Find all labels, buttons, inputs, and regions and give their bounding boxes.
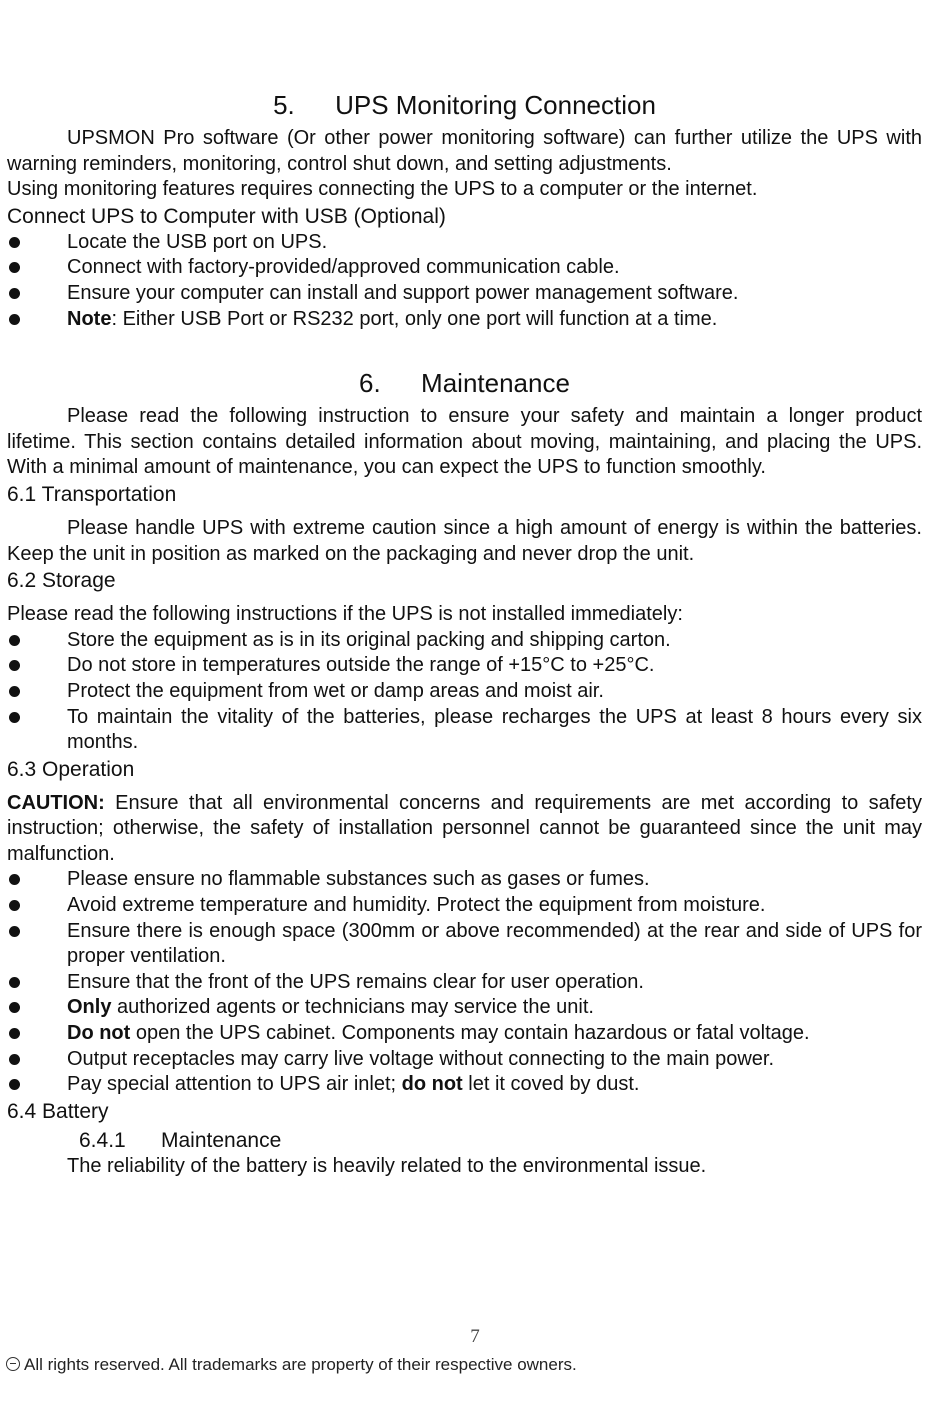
caution-paragraph: CAUTION: Ensure that all environmental concerns and requirements are met according to safety instruction; otherwise, the safety of installation personnel cannot be guaranteed since the unit may malfunction. [7,791,922,865]
bullet-icon [9,1054,20,1065]
list-item: Pay special attention to UPS air inlet; do not let it coved by dust. [7,1072,922,1098]
bullet-icon [9,1002,20,1013]
bullet-icon [9,660,20,671]
bullet-icon [9,237,20,248]
usb-connection-heading: Connect UPS to Computer with USB (Optional) [7,204,446,228]
usb-steps-list [7,230,922,332]
section-5-requirement: Using monitoring features requires connecting the UPS to a computer or the internet. [7,178,758,201]
transportation-heading: 6.1 Transportation [7,482,177,506]
storage-intro: Please read the following instructions if the UPS is not installed immediately: [7,603,683,626]
document-page [7,88,922,1179]
list-item: Locate the USB port on UPS. [7,230,922,256]
section-6-number: 6. [359,368,381,399]
copyright-footer [6,1355,577,1375]
bullet-icon [9,314,20,325]
list-item: Ensure your computer can install and support power management software. [7,281,922,307]
bullet-icon [9,1079,20,1090]
list-item: Do not open the UPS cabinet. Components may contain hazardous or fatal voltage. [7,1021,922,1047]
list-item: Do not store in temperatures outside the range of +15°C to +25°C. [7,653,922,679]
bullet-icon [9,900,20,911]
list-item: Please ensure no flammable substances such as gases or fumes. [7,867,922,893]
note-label: Note [67,307,112,330]
battery-text: The reliability of the battery is heavily related to the environmental issue. [67,1154,707,1177]
list-item: To maintain the vitality of the batteries, please recharges the UPS at least 8 hours every six months. [7,705,922,756]
list-item: Store the equipment as is in its original packing and shipping carton. [7,628,922,654]
transportation-text: Please handle UPS with extreme caution since a high amount of energy is within the batteries. Keep the unit in position as marked on the packaging and never drop the unit. [7,516,922,565]
bullet-icon [9,635,20,646]
bullet-icon [9,926,20,937]
battery-heading: 6.4 Battery [7,1099,109,1123]
section-5-number: 5. [273,90,295,120]
bullet-icon [9,712,20,723]
bullet-icon [9,262,20,273]
list-item: Connect with factory-provided/approved communication cable. [7,255,922,281]
battery-subsection-number: 6.4.1 [79,1128,126,1152]
bullet-icon [9,1028,20,1039]
list-item: Ensure there is enough space (300mm or above recommended) at the rear and side of UPS for proper ventilation. [7,919,922,970]
section-5-title: UPS Monitoring Connection [335,90,656,120]
storage-list [7,628,922,756]
bullet-icon [9,874,20,885]
caution-label: CAUTION: [7,791,105,814]
battery-maintenance-heading [79,1127,922,1154]
operation-heading: 6.3 Operation [7,757,135,781]
bullet-icon [9,686,20,697]
section-6-heading [7,366,922,400]
section-6-title: Maintenance [421,368,570,399]
section-5-intro: UPSMON Pro software (Or other power monitoring software) can further utilize the UPS with warning reminders, monitoring, control shut down, and setting adjustments. [7,127,922,175]
list-item: Avoid extreme temperature and humidity. Protect the equipment from moisture. [7,893,922,919]
copyright-symbol-icon [6,1357,20,1371]
section-6-intro: Please read the following instruction to ensure your safety and maintain a longer product lifetime. This section contains detailed information about moving, maintaining, and placing the UPS. With a minimal amount of maintenance, you can expect the UPS to function smoothly. [7,405,922,479]
storage-heading: 6.2 Storage [7,569,116,593]
page-number: 7 [470,1326,480,1347]
list-item: Output receptacles may carry live voltage without connecting to the main power. [7,1047,922,1073]
list-item: Only authorized agents or technicians may service the unit. [7,995,922,1021]
list-item: Note: Either USB Port or RS232 port, only one port will function at a time. [7,307,922,333]
list-item: Ensure that the front of the UPS remains clear for user operation. [7,970,922,996]
list-item: Protect the equipment from wet or damp areas and moist air. [7,679,922,705]
bullet-icon [9,977,20,988]
bullet-icon [9,288,20,299]
section-5-heading [7,88,922,122]
footer-text: All rights reserved. All trademarks are property of their respective owners. [24,1355,577,1374]
battery-subsection-title: Maintenance [161,1128,282,1152]
operation-list [7,867,922,1097]
